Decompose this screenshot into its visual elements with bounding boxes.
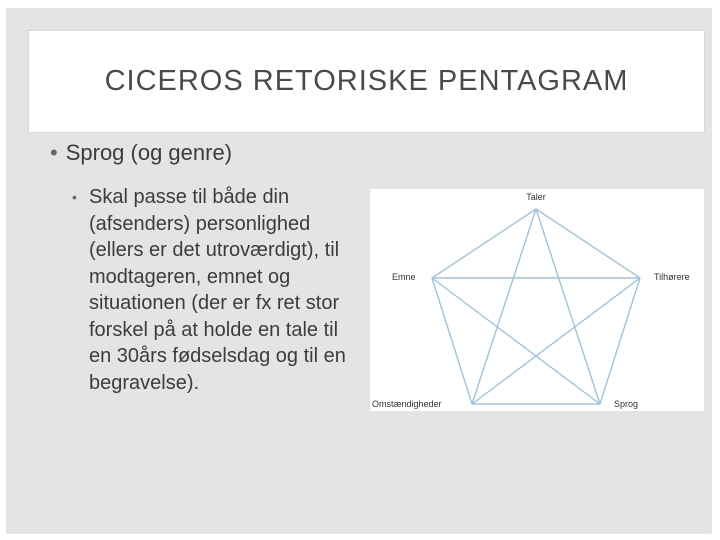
label-tilhorere: Tilhørere [654, 272, 690, 282]
star-left-bottomright [432, 278, 600, 404]
star-right-bottomleft [472, 278, 640, 404]
edge-top-right [536, 209, 640, 278]
bullet-level1 [50, 140, 232, 166]
edge-left-top [432, 209, 536, 278]
label-emne: Emne [392, 272, 416, 282]
title-box [28, 30, 705, 133]
star-top-bottomright [536, 209, 600, 404]
slide-title: CICEROS RETORISKE PENTAGRAM [104, 65, 629, 97]
bullet-symbol: • [50, 140, 58, 165]
edge-bottomleft-left [432, 278, 472, 404]
label-sprog: Sprog [614, 399, 639, 409]
bullet-level2-text: Skal passe til både din (afsenders) personlighed (ellers er det utroværdigt), til modtageren, emnet og situationen (der er fx ret stor forskel på at holde en tale til en 30års fødselsdag og til en begravelse). [89, 186, 346, 394]
bullet-symbol: • [72, 189, 77, 205]
label-omstaendigheder: Omstændigheder [372, 399, 442, 409]
edge-right-bottomright [600, 278, 640, 404]
pentagram-lines [432, 209, 640, 404]
star-top-bottomleft [472, 209, 536, 404]
label-taler: Taler [526, 192, 546, 202]
pentagram-svg [370, 189, 704, 411]
bullet-level1-text: Sprog (og genre) [65, 140, 233, 165]
bullet-level2 [72, 184, 362, 396]
pentagram-diagram [370, 189, 704, 411]
